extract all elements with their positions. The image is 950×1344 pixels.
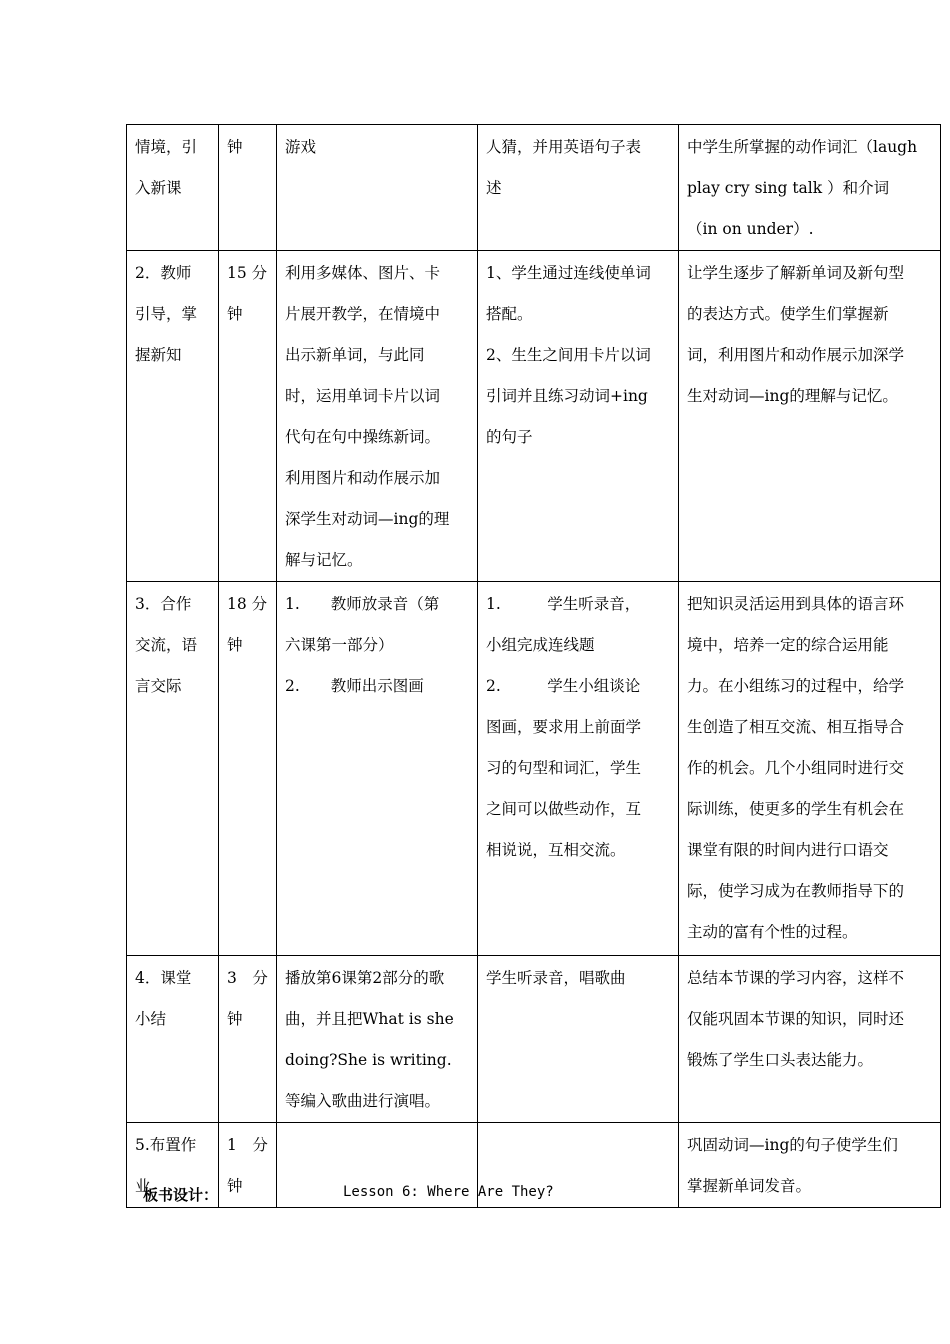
cell-line: 曲，并且把What is she xyxy=(285,1010,454,1028)
cell-line: 际训练，使更多的学生有机会在 xyxy=(687,800,905,818)
cell-line: 1 分 xyxy=(227,1136,268,1154)
cell-line: 解与记忆。 xyxy=(285,551,363,569)
time-cell xyxy=(219,125,277,251)
cell-line: 3．合作 xyxy=(135,595,192,613)
cell-line: 1、学生通过连线使单词 xyxy=(486,264,651,282)
board-design-footer xyxy=(143,1184,554,1205)
cell-line: 情境，引 xyxy=(135,138,198,156)
cell-line: doing?She is writing. xyxy=(285,1051,452,1069)
cell-line: 引词并且练习动词+ing xyxy=(486,387,648,405)
time-cell xyxy=(219,1123,277,1208)
cell-line: 的表达方式。使学生们掌握新 xyxy=(687,305,889,323)
cell-line: 课堂有限的时间内进行口语交 xyxy=(687,841,889,859)
student-activity-cell xyxy=(478,582,679,956)
teacher-activity-cell xyxy=(277,956,478,1123)
design-purpose-cell xyxy=(679,1123,941,1208)
cell-line: 钟 xyxy=(227,138,243,156)
cell-line: 习的句型和词汇，学生 xyxy=(486,759,642,777)
step-cell xyxy=(127,582,219,956)
time-cell xyxy=(219,582,277,956)
cell-line: 图画，要求用上前面学 xyxy=(486,718,642,736)
design-purpose-cell xyxy=(679,251,941,582)
cell-line: 力。在小组练习的过程中，给学 xyxy=(687,677,905,695)
cell-line: 六课第一部分） xyxy=(285,636,394,654)
cell-line: 代句在句中操练新词。 xyxy=(285,428,441,446)
cell-line: 的句子 xyxy=(486,428,533,446)
table-row xyxy=(127,582,941,956)
lesson-title: Lesson 6: Where Are They? xyxy=(343,1184,554,1200)
design-purpose-cell xyxy=(679,125,941,251)
cell-line: （in on under）. xyxy=(687,220,814,238)
cell-line: 4．课堂 xyxy=(135,969,192,987)
table-row xyxy=(127,125,941,251)
cell-line: 钟 xyxy=(227,305,243,323)
cell-line: 18 分 xyxy=(227,595,268,613)
cell-line: 入新课 xyxy=(135,179,182,197)
cell-line: 利用图片和动作展示加 xyxy=(285,469,441,487)
cell-line: 仅能巩固本节课的知识，同时还 xyxy=(687,1010,905,1028)
cell-line: 相说说，互相交流。 xyxy=(486,841,626,859)
cell-line: 主动的富有个性的过程。 xyxy=(687,923,858,941)
cell-line: 锻炼了学生口头表达能力。 xyxy=(687,1051,874,1069)
student-activity-cell xyxy=(478,956,679,1123)
cell-line: 钟 xyxy=(227,1177,243,1195)
cell-line: 2. 学生小组谈论 xyxy=(486,677,641,695)
cell-line: 1. 学生听录音， xyxy=(486,595,641,613)
cell-line: 言交际 xyxy=(135,677,182,695)
cell-line: 际，使学习成为在教师指导下的 xyxy=(687,882,905,900)
cell-line: 15 分 xyxy=(227,264,268,282)
cell-line: 交流，语 xyxy=(135,636,198,654)
cell-line: 小结 xyxy=(135,1010,167,1028)
cell-line: 让学生逐步了解新单词及新句型 xyxy=(687,264,905,282)
cell-line: 等编入歌曲进行演唱。 xyxy=(285,1092,441,1110)
design-purpose-cell xyxy=(679,956,941,1123)
cell-line: 2、生生之间用卡片以词 xyxy=(486,346,651,364)
cell-line: 中学生所掌握的动作词汇（laugh xyxy=(687,138,918,156)
cell-line: 搭配。 xyxy=(486,305,533,323)
cell-line: 述 xyxy=(486,179,502,197)
cell-line: 出示新单词，与此同 xyxy=(285,346,425,364)
cell-line: 钟 xyxy=(227,1010,243,1028)
time-cell xyxy=(219,956,277,1123)
cell-line: 总结本节课的学习内容，这样不 xyxy=(687,969,905,987)
design-purpose-cell xyxy=(679,582,941,956)
cell-line: 握新知 xyxy=(135,346,182,364)
cell-line: 巩固动词—ing的句子使学生们 xyxy=(687,1136,898,1154)
cell-line: 3 分 xyxy=(227,969,268,987)
cell-line: 把知识灵活运用到具体的语言环 xyxy=(687,595,905,613)
teacher-activity-cell xyxy=(277,582,478,956)
cell-line: 生对动词—ing的理解与记忆。 xyxy=(687,387,898,405)
student-activity-cell xyxy=(478,125,679,251)
student-activity-cell xyxy=(478,251,679,582)
cell-line: 播放第6课第2部分的歌 xyxy=(285,969,445,987)
step-cell xyxy=(127,251,219,582)
step-cell xyxy=(127,125,219,251)
cell-line: 作的机会。几个小组同时进行交 xyxy=(687,759,905,777)
cell-line: 2. 教师出示图画 xyxy=(285,677,424,695)
teacher-activity-cell xyxy=(277,251,478,582)
cell-line: play cry sing talk ）和介词 xyxy=(687,179,890,197)
cell-line: 利用多媒体、图片、卡 xyxy=(285,264,441,282)
cell-line: 深学生对动词—ing的理 xyxy=(285,510,450,528)
teacher-activity-cell xyxy=(277,125,478,251)
cell-line: 词，利用图片和动作展示加深学 xyxy=(687,346,905,364)
cell-line: 境中，培养一定的综合运用能 xyxy=(687,636,889,654)
cell-line: 2．教师 xyxy=(135,264,192,282)
cell-line: 掌握新单词发音。 xyxy=(687,1177,812,1195)
lesson-plan-table xyxy=(126,124,941,1208)
time-cell xyxy=(219,251,277,582)
cell-line: 学生听录音，唱歌曲 xyxy=(486,969,626,987)
lesson-plan-body xyxy=(127,125,941,1208)
cell-line: 钟 xyxy=(227,636,243,654)
step-cell xyxy=(127,956,219,1123)
cell-line: 游戏 xyxy=(285,138,317,156)
cell-line: 时，运用单词卡片以词 xyxy=(285,387,441,405)
cell-line: 引导，掌 xyxy=(135,305,198,323)
cell-line: 片展开教学，在情境中 xyxy=(285,305,441,323)
cell-line: 生创造了相互交流、相互指导合 xyxy=(687,718,905,736)
table-row xyxy=(127,251,941,582)
cell-line: 之间可以做些动作，互 xyxy=(486,800,642,818)
cell-line: 小组完成连线题 xyxy=(486,636,595,654)
board-design-label: 板书设计： xyxy=(143,1186,219,1204)
table-row xyxy=(127,956,941,1123)
cell-line: 人猜，并用英语句子表 xyxy=(486,138,642,156)
cell-line: 5.布置作 xyxy=(135,1136,197,1154)
cell-line: 业 xyxy=(135,1177,151,1195)
cell-line: 1. 教师放录音（第 xyxy=(285,595,440,613)
